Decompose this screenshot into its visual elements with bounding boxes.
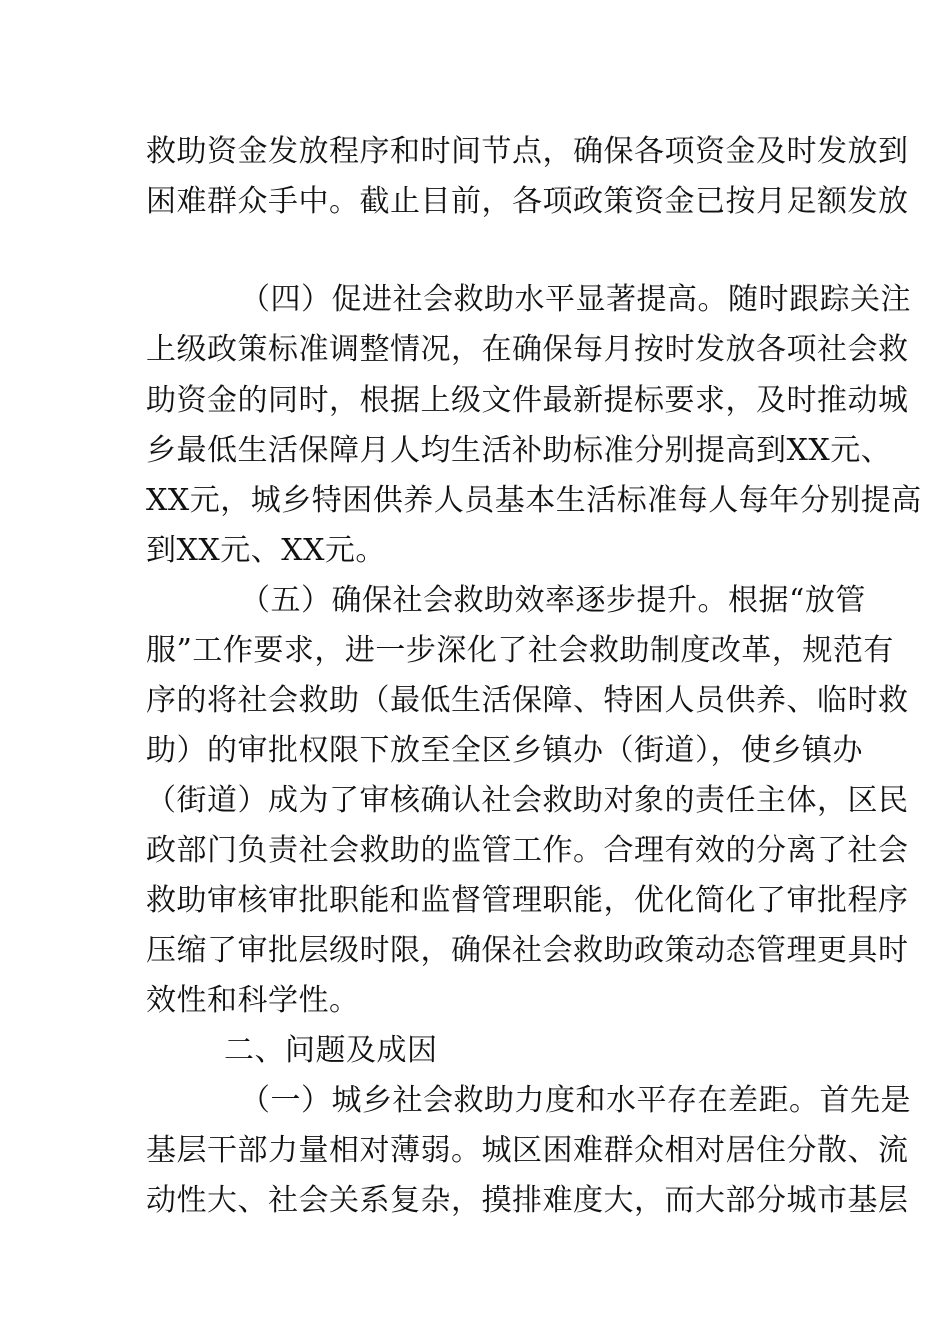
body-text-line: （街道）成为了审核确认社会救助对象的责任主体，区民 [146, 783, 909, 818]
section-heading-1: （一）城乡社会救助力度和水平存在差距。首先是 [240, 1083, 911, 1118]
section-heading-5: （五）确保社会救助效率逐步提升。根据“放管 [240, 583, 866, 618]
body-text-line: 动性大、社会关系复杂，摸排难度大，而大部分城市基层 [146, 1183, 909, 1218]
body-text-line: 政部门负责社会救助的监管工作。合理有效的分离了社会 [146, 833, 909, 868]
body-text-line: 基层干部力量相对薄弱。城区困难群众相对居住分散、流 [146, 1133, 909, 1168]
body-text-line: 序的将社会救助（最低生活保障、特困人员供养、临时救 [146, 683, 909, 718]
body-text-line: 上级政策标准调整情况，在确保每月按时发放各项社会救 [146, 332, 909, 367]
body-text-line: XX元，城乡特困供养人员基本生活标准每人每年分别提高 [146, 483, 922, 518]
body-text-line: 服”工作要求，进一步深化了社会救助制度改革，规范有 [146, 633, 894, 668]
body-text-line: 救助资金发放程序和时间节点，确保各项资金及时发放到 [146, 134, 909, 169]
body-text-line: 压缩了审批层级时限，确保社会救助政策动态管理更具时 [146, 933, 909, 968]
body-text-line: 困难群众手中。截止目前，各项政策资金已按月足额发放 [146, 184, 909, 219]
body-text-line: 效性和科学性。 [146, 983, 360, 1018]
section-heading-4: （四）促进社会救助水平显著提高。随时跟踪关注 [240, 282, 911, 317]
body-text-line: 救助审核审批职能和监督管理职能，优化简化了审批程序 [146, 883, 909, 918]
body-text-line: 乡最低生活保障月人均生活补助标准分别提高到XX元、 [146, 433, 892, 468]
body-text-line: 助资金的同时，根据上级文件最新提标要求，及时推动城 [146, 383, 909, 418]
chapter-heading: 二、问题及成因 [224, 1033, 438, 1068]
body-text-line: 助）的审批权限下放至全区乡镇办（街道），使乡镇办 [146, 733, 863, 768]
body-text-line: 到XX元、XX元。 [146, 533, 386, 568]
